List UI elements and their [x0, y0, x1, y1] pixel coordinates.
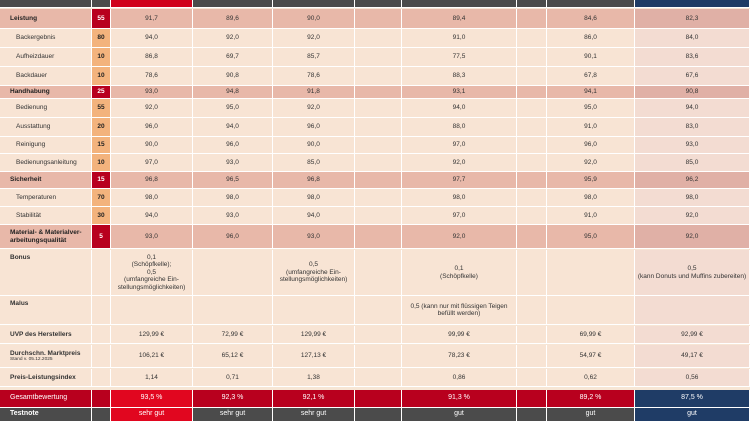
value-cell: 92,0 — [402, 225, 517, 248]
value-cell: 83,6 — [635, 48, 750, 66]
row-weight: 25 — [92, 86, 111, 98]
row-weight: 30 — [92, 207, 111, 224]
header-cell — [193, 0, 273, 7]
table-row — [0, 172, 750, 189]
row-label: Ausstattung — [0, 118, 92, 136]
value-cell: 94,0 — [193, 118, 273, 136]
price-date-note: Stand v. 05.12.2025 — [10, 356, 53, 362]
value-cell: 97,0 — [402, 207, 517, 224]
header-cell — [402, 0, 517, 7]
spacer-cell — [355, 86, 402, 98]
spacer-cell — [355, 48, 402, 66]
value-cell: 97,0 — [402, 137, 517, 153]
table-row-pli — [0, 369, 750, 387]
value-cell: 0,5 (kann nur mit flüssigen Teigen befüllt werden) — [402, 296, 517, 324]
header-cell — [0, 0, 92, 7]
table-row — [0, 137, 750, 154]
spacer-cell — [355, 250, 402, 295]
total-score: 89,2 % — [547, 390, 635, 407]
spacer-cell — [517, 154, 547, 171]
spacer-cell — [517, 369, 547, 386]
value-cell: 83,0 — [635, 118, 750, 136]
value-cell: 65,12 € — [193, 345, 273, 367]
row-label: Backdauer — [0, 67, 92, 85]
value-cell — [193, 250, 273, 295]
total-score-pl: 87,5 % — [635, 390, 750, 407]
row-label: Bonus — [0, 250, 92, 295]
value-cell: 91,0 — [547, 207, 635, 224]
row-label: Gesamtbewertung — [0, 390, 92, 407]
value-cell: 69,7 — [193, 48, 273, 66]
value-cell: 85,7 — [273, 48, 355, 66]
value-cell: 89,4 — [402, 9, 517, 28]
spacer-cell — [517, 225, 547, 248]
value-cell: 94,1 — [547, 86, 635, 98]
value-cell: 78,23 € — [402, 345, 517, 367]
spacer-cell — [355, 390, 402, 407]
value-cell: 98,0 — [547, 189, 635, 206]
header-cell — [92, 0, 111, 7]
row-weight: 15 — [92, 137, 111, 153]
value-cell: 86,8 — [111, 48, 193, 66]
value-cell: 97,7 — [402, 172, 517, 188]
value-cell: 0,62 — [547, 369, 635, 386]
spacer-cell — [517, 9, 547, 28]
row-label: Material- & Materialver- arbeitungsqualität — [0, 225, 92, 248]
total-score: 92,3 % — [193, 390, 273, 407]
spacer-cell — [355, 67, 402, 85]
spacer-cell — [355, 408, 402, 421]
value-cell: 0,86 — [402, 369, 517, 386]
value-cell — [547, 250, 635, 295]
grade: gut — [547, 408, 635, 421]
spacer-cell — [517, 86, 547, 98]
header-cell-winner — [111, 0, 193, 7]
header-strip — [0, 0, 750, 8]
spacer-cell — [355, 326, 402, 343]
value-cell: 72,99 € — [193, 326, 273, 343]
value-cell — [547, 296, 635, 324]
spacer-cell — [92, 250, 111, 295]
spacer-cell — [355, 118, 402, 136]
value-cell: 90,8 — [193, 67, 273, 85]
value-cell: 93,0 — [273, 225, 355, 248]
value-cell: 93,0 — [193, 154, 273, 171]
value-cell: 91,0 — [547, 118, 635, 136]
value-cell: 78,6 — [273, 67, 355, 85]
value-cell: 54,97 € — [547, 345, 635, 367]
row-label: Aufheizdauer — [0, 48, 92, 66]
spacer-cell — [517, 48, 547, 66]
row-label: Sicherheit — [0, 172, 92, 188]
spacer-cell — [355, 345, 402, 367]
spacer-cell — [355, 189, 402, 206]
header-cell — [273, 0, 355, 7]
value-cell: 98,0 — [635, 189, 750, 206]
table-row-malus — [0, 296, 750, 325]
value-cell: 96,8 — [111, 172, 193, 188]
table-row — [0, 48, 750, 67]
value-cell: 85,0 — [635, 154, 750, 171]
table-row — [0, 67, 750, 86]
value-cell: 95,9 — [547, 172, 635, 188]
value-cell: 98,0 — [273, 189, 355, 206]
value-cell: 92,0 — [635, 207, 750, 224]
value-cell — [111, 296, 193, 324]
value-cell: 1,38 — [273, 369, 355, 386]
value-cell: 92,0 — [547, 154, 635, 171]
table-row — [0, 118, 750, 137]
value-cell: 99,99 € — [402, 326, 517, 343]
value-cell: 94,0 — [111, 207, 193, 224]
row-label-group — [0, 345, 92, 367]
spacer-cell — [517, 189, 547, 206]
spacer-cell — [355, 154, 402, 171]
spacer-cell — [92, 408, 111, 421]
total-score: 92,1 % — [273, 390, 355, 407]
row-label: Backergebnis — [0, 29, 92, 47]
spacer-cell — [355, 99, 402, 117]
row-label: Stabilität — [0, 207, 92, 224]
value-cell: 96,2 — [635, 172, 750, 188]
row-weight: 10 — [92, 48, 111, 66]
value-cell: 94,0 — [635, 99, 750, 117]
value-cell: 92,0 — [193, 29, 273, 47]
value-cell: 93,0 — [111, 86, 193, 98]
spacer-cell — [517, 326, 547, 343]
value-cell: 129,99 € — [111, 326, 193, 343]
value-cell: 96,0 — [273, 118, 355, 136]
grade: sehr gut — [193, 408, 273, 421]
row-label: Bedienung — [0, 99, 92, 117]
value-cell: 96,8 — [273, 172, 355, 188]
value-cell — [193, 296, 273, 324]
value-cell: 0,71 — [193, 369, 273, 386]
table-row — [0, 9, 750, 29]
value-cell: 89,6 — [193, 9, 273, 28]
grade: gut — [402, 408, 517, 421]
table-row — [0, 207, 750, 225]
table-row-gesamt — [0, 390, 750, 408]
row-label: Handhabung — [0, 86, 92, 98]
table-row — [0, 154, 750, 172]
row-weight: 55 — [92, 9, 111, 28]
value-cell: 0,56 — [635, 369, 750, 386]
value-cell: 90,0 — [273, 9, 355, 28]
value-cell: 98,0 — [402, 189, 517, 206]
spacer-cell — [355, 225, 402, 248]
value-cell: 92,99 € — [635, 326, 750, 343]
row-weight: 55 — [92, 99, 111, 117]
table-row — [0, 189, 750, 207]
total-score-winner: 93,5 % — [111, 390, 193, 407]
spacer-cell — [517, 99, 547, 117]
value-cell: 90,0 — [111, 137, 193, 153]
row-label: Malus — [0, 296, 92, 324]
row-label: Leistung — [0, 9, 92, 28]
value-cell — [273, 296, 355, 324]
value-cell: 94,0 — [402, 99, 517, 117]
value-cell: 96,0 — [193, 137, 273, 153]
table-row — [0, 29, 750, 48]
value-cell: 92,0 — [111, 99, 193, 117]
spacer-cell — [355, 137, 402, 153]
header-cell — [517, 0, 547, 7]
value-cell: 67,8 — [547, 67, 635, 85]
spacer-cell — [355, 369, 402, 386]
value-cell: 96,0 — [547, 137, 635, 153]
spacer-cell — [517, 29, 547, 47]
header-cell-pl — [635, 0, 750, 7]
value-cell: 84,6 — [547, 9, 635, 28]
spacer-cell — [517, 390, 547, 407]
value-cell: 92,0 — [635, 225, 750, 248]
grade-winner: sehr gut — [111, 408, 193, 421]
grade-pl: gut — [635, 408, 750, 421]
row-label: Testnote — [0, 408, 92, 421]
table-row — [0, 225, 750, 249]
grade: sehr gut — [273, 408, 355, 421]
value-cell: 106,21 € — [111, 345, 193, 367]
row-weight: 80 — [92, 29, 111, 47]
table-row-uvp — [0, 326, 750, 344]
value-cell: 94,8 — [193, 86, 273, 98]
value-cell: 96,0 — [193, 225, 273, 248]
value-cell: 91,7 — [111, 9, 193, 28]
value-cell: 98,0 — [111, 189, 193, 206]
row-weight: 15 — [92, 172, 111, 188]
row-label: Preis-Leistungsindex — [0, 369, 92, 386]
value-cell: 95,0 — [547, 99, 635, 117]
table-row-testnote — [0, 408, 750, 421]
value-cell: 93,0 — [193, 207, 273, 224]
value-cell: 91,8 — [273, 86, 355, 98]
value-cell: 85,0 — [273, 154, 355, 171]
value-cell: 96,0 — [111, 118, 193, 136]
header-cell — [355, 0, 402, 7]
value-cell: 92,0 — [273, 29, 355, 47]
value-cell: 91,0 — [402, 29, 517, 47]
value-cell: 69,99 € — [547, 326, 635, 343]
table-row-marktpreis — [0, 345, 750, 368]
spacer-cell — [517, 207, 547, 224]
row-label: Bedienungsanleitung — [0, 154, 92, 171]
spacer-cell — [355, 296, 402, 324]
value-cell: 90,1 — [547, 48, 635, 66]
spacer-cell — [355, 207, 402, 224]
value-cell: 92,0 — [402, 154, 517, 171]
spacer-cell — [355, 172, 402, 188]
value-cell: 84,0 — [635, 29, 750, 47]
row-label: UVP des Herstellers — [0, 326, 92, 343]
row-weight: 70 — [92, 189, 111, 206]
row-weight: 5 — [92, 225, 111, 248]
table-row — [0, 99, 750, 118]
row-label: Reinigung — [0, 137, 92, 153]
value-cell: 94,0 — [111, 29, 193, 47]
spacer-cell — [517, 250, 547, 295]
value-cell: 92,0 — [273, 99, 355, 117]
value-cell: 82,3 — [635, 9, 750, 28]
value-cell: 77,5 — [402, 48, 517, 66]
spacer-cell — [517, 137, 547, 153]
value-cell: 88,0 — [402, 118, 517, 136]
spacer-cell — [92, 345, 111, 367]
value-cell: 67,6 — [635, 67, 750, 85]
table-row-bonus — [0, 250, 750, 296]
value-cell: 0,1 (Schöpfkelle); 0,5 (umfangreiche Ein- stellungsmöglichkeiten) — [111, 250, 193, 295]
spacer-cell — [517, 172, 547, 188]
row-weight: 20 — [92, 118, 111, 136]
value-cell: 95,0 — [547, 225, 635, 248]
value-cell: 94,0 — [273, 207, 355, 224]
value-cell — [635, 296, 750, 324]
header-cell — [547, 0, 635, 7]
value-cell: 93,0 — [635, 137, 750, 153]
value-cell: 93,1 — [402, 86, 517, 98]
spacer-cell — [355, 29, 402, 47]
spacer-cell — [92, 390, 111, 407]
spacer-cell — [92, 296, 111, 324]
value-cell: 98,0 — [193, 189, 273, 206]
spacer-cell — [517, 118, 547, 136]
value-cell: 0,5 (kann Donuts und Muffins zubereiten) — [635, 250, 750, 295]
value-cell: 95,0 — [193, 99, 273, 117]
spacer-cell — [92, 369, 111, 386]
spacer-cell — [517, 296, 547, 324]
value-cell: 96,5 — [193, 172, 273, 188]
value-cell: 49,17 € — [635, 345, 750, 367]
row-weight: 10 — [92, 67, 111, 85]
value-cell: 1,14 — [111, 369, 193, 386]
spacer-cell — [517, 345, 547, 367]
value-cell: 90,8 — [635, 86, 750, 98]
value-cell: 93,0 — [111, 225, 193, 248]
table-row — [0, 86, 750, 99]
value-cell: 0,5 (umfangreiche Ein- stellungsmöglichkeiten) — [273, 250, 355, 295]
row-label: Temperaturen — [0, 189, 92, 206]
value-cell: 78,6 — [111, 67, 193, 85]
value-cell: 127,13 € — [273, 345, 355, 367]
row-label: Durchschn. Marktpreis — [10, 349, 81, 357]
spacer-cell — [517, 67, 547, 85]
total-score: 91,3 % — [402, 390, 517, 407]
value-cell: 129,99 € — [273, 326, 355, 343]
spacer-cell — [517, 408, 547, 421]
spacer-cell — [355, 9, 402, 28]
value-cell: 86,0 — [547, 29, 635, 47]
value-cell: 97,0 — [111, 154, 193, 171]
value-cell: 90,0 — [273, 137, 355, 153]
value-cell: 88,3 — [402, 67, 517, 85]
spacer-cell — [92, 326, 111, 343]
value-cell: 0,1 (Schöpfkelle) — [402, 250, 517, 295]
row-weight: 10 — [92, 154, 111, 171]
